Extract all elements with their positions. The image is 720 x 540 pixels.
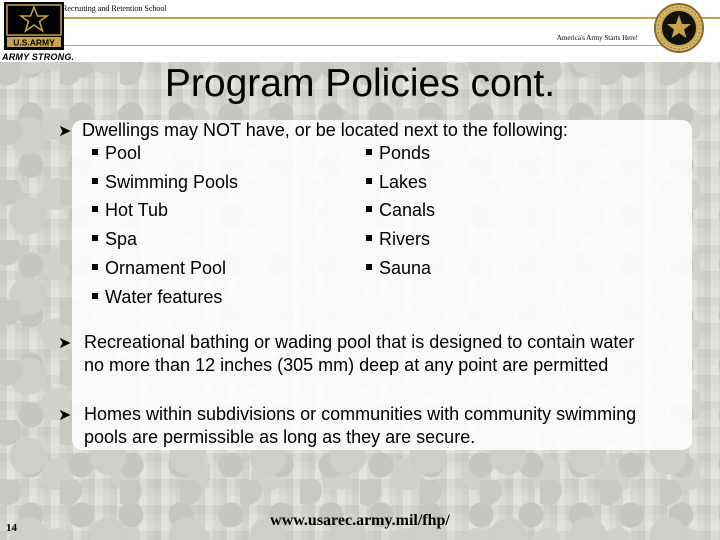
list-item: [366, 258, 431, 278]
army-star-logo: [4, 2, 64, 50]
list-item-label: Ornament Pool: [105, 258, 227, 278]
header-rule: [64, 17, 720, 19]
list-item: [366, 143, 430, 163]
list-item: [366, 229, 430, 249]
list-item-label: Ponds: [379, 143, 431, 163]
point-text-line: Homes within subdivisions or communities with community swimming: [84, 404, 637, 424]
header-rule-lower: [64, 45, 664, 46]
list-item-label: Spa: [105, 229, 138, 249]
recruiting-command-seal-icon: [653, 2, 705, 54]
content-backdrop: [72, 120, 692, 450]
list-item: [366, 200, 435, 220]
arrow-bullet-icon: ➤: [58, 335, 72, 352]
square-bullet-icon: [366, 149, 372, 155]
list-item: [92, 229, 137, 249]
list-item-label: Water features: [105, 287, 223, 307]
list-item: [366, 172, 427, 192]
footer-url: www.usarec.army.mil/fhp/: [270, 512, 450, 529]
square-bullet-icon: [92, 293, 98, 299]
list-item-label: Swimming Pools: [105, 172, 239, 192]
square-bullet-icon: [92, 206, 98, 212]
arrow-bullet-icon: ➤: [58, 123, 72, 140]
list-item: [92, 258, 226, 278]
list-item-label: Hot Tub: [105, 200, 169, 220]
logo-text: U.S.ARMY: [13, 37, 55, 48]
square-bullet-icon: [366, 264, 372, 270]
page-number: 14: [6, 522, 17, 534]
list-item: [92, 287, 222, 307]
lead-point: Dwellings may NOT have, or be located next to the following:: [82, 120, 568, 140]
square-bullet-icon: [92, 178, 98, 184]
list-item: [92, 200, 168, 220]
square-bullet-icon: [92, 235, 98, 241]
list-item-label: Pool: [105, 143, 142, 163]
tagline: America's Army Starts Here!: [556, 34, 638, 42]
list-item: [92, 172, 238, 192]
point-text-line: pools are permissible as long as they are secure.: [84, 427, 476, 447]
army-strong-slogan: ARMY STRONG.: [2, 52, 75, 62]
list-item-label: Lakes: [379, 172, 428, 192]
arrow-bullet-icon: ➤: [58, 407, 72, 424]
point-text-line: Recreational bathing or wading pool that is designed to contain water: [84, 332, 635, 352]
list-item-label: Rivers: [379, 229, 431, 249]
list-item-label: Sauna: [379, 258, 432, 278]
school-name: Recruiting and Retention School: [62, 4, 167, 13]
square-bullet-icon: [366, 235, 372, 241]
point-text-line: no more than 12 inches (305 mm) deep at any point are permitted: [84, 355, 609, 375]
list-item: [92, 143, 141, 163]
square-bullet-icon: [366, 178, 372, 184]
square-bullet-icon: [92, 264, 98, 270]
square-bullet-icon: [366, 206, 372, 212]
slide-title: Program Policies cont.: [164, 62, 556, 105]
list-item-label: Canals: [379, 200, 436, 220]
square-bullet-icon: [92, 149, 98, 155]
